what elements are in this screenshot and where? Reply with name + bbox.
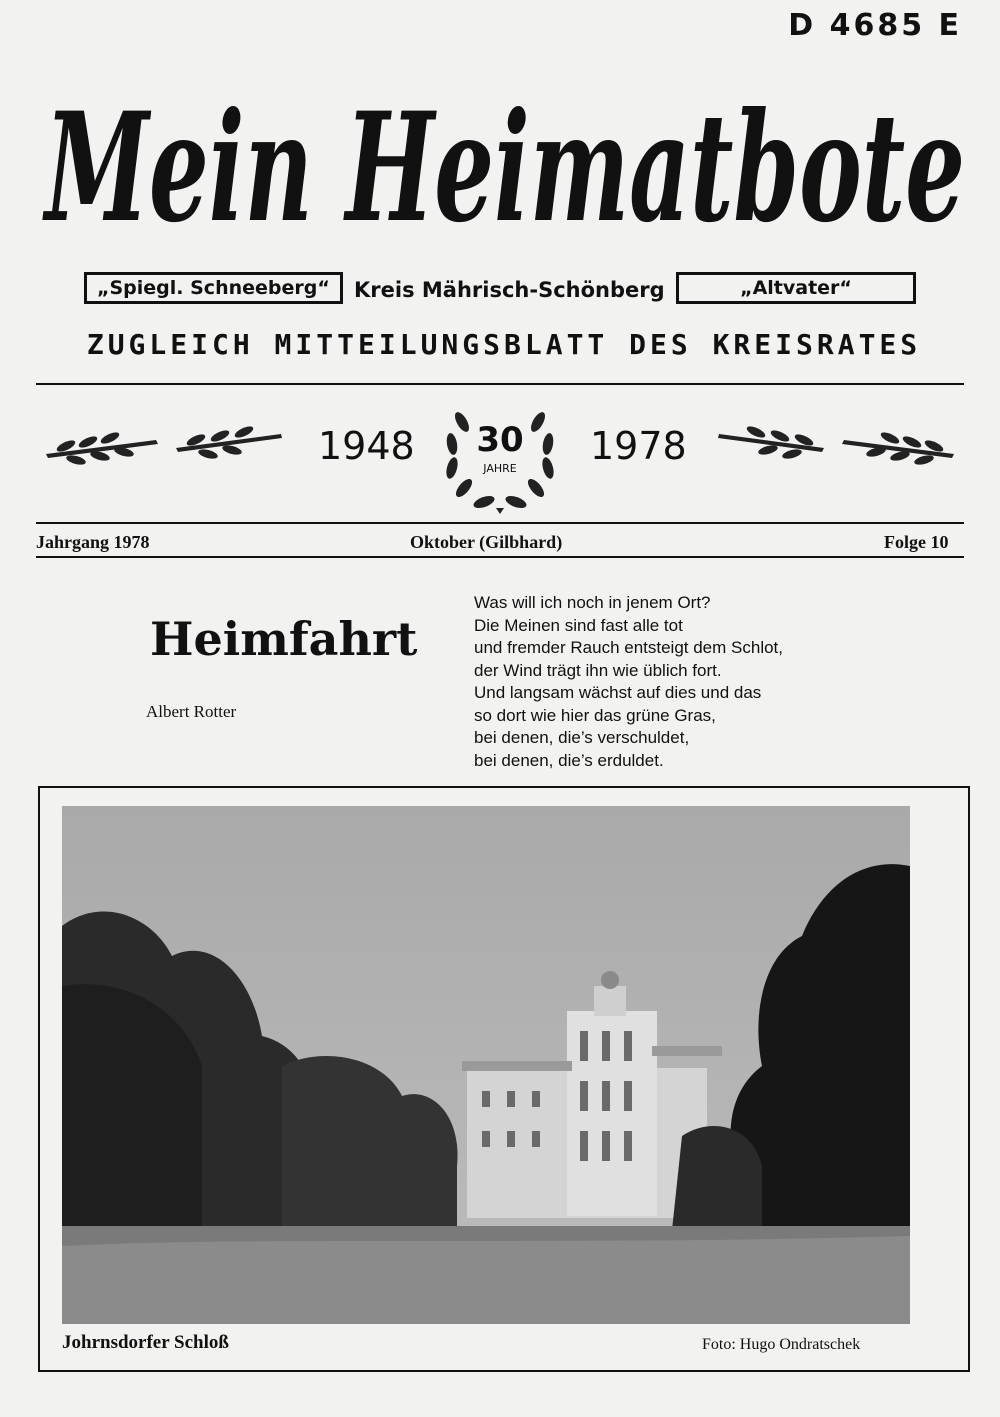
poem-line: Was will ich noch in jenem Ort?	[474, 593, 711, 612]
poem-line: bei denen, die’s verschuldet,	[474, 728, 690, 747]
castle-photo-image	[62, 806, 910, 1324]
castle-photo	[62, 806, 910, 1324]
poem-line: bei denen, die’s erduldet.	[474, 750, 664, 770]
poem-author: Albert Rotter	[146, 702, 237, 721]
issue-top-divider	[36, 522, 964, 524]
anniversary-unit: JAHRE	[483, 462, 517, 475]
issue-bottom-divider	[36, 556, 964, 558]
poem-text	[474, 592, 783, 772]
right-region-box: „Altvater“	[676, 272, 916, 304]
subtitle: ZUGLEICH MITTEILUNGSBLATT DES KREISRATES	[86, 328, 922, 361]
district-label: Kreis Mährisch-Schönberg	[354, 278, 665, 302]
left-region-box: „Spiegl. Schneeberg“	[84, 272, 343, 304]
anniversary-number: 30	[476, 420, 524, 460]
masthead-title	[40, 50, 970, 270]
issue-volume: Jahrgang 1978	[36, 532, 150, 552]
photo-caption: Johrnsdorfer Schloß	[62, 1332, 229, 1353]
photo-credit: Foto: Hugo Ondratschek	[702, 1336, 861, 1353]
top-divider	[36, 383, 964, 385]
poem-title: Heimfahrt	[150, 612, 418, 666]
poem-line: der Wind trägt ihn wie üblich fort.	[474, 660, 722, 680]
poem-line: Die Meinen sind fast alle tot	[474, 615, 683, 635]
poem-line: so dort wie hier das grüne Gras,	[474, 705, 716, 725]
left-laurel-ornament	[36, 418, 286, 466]
poem-line: und fremder Rauch entsteigt dem Schlot,	[474, 638, 783, 657]
anniversary-year-end: 1978	[590, 424, 687, 468]
issue-number: Folge 10	[884, 532, 949, 552]
publication-code: D 4685 E	[788, 8, 962, 43]
masthead-title-text: Mein Heimatbote	[41, 80, 966, 256]
anniversary-year-start: 1948	[318, 424, 415, 468]
right-laurel-ornament	[714, 418, 964, 466]
issue-month: Oktober (Gilbhard)	[410, 532, 563, 552]
poem-line: Und langsam wächst auf dies und das	[474, 683, 762, 702]
